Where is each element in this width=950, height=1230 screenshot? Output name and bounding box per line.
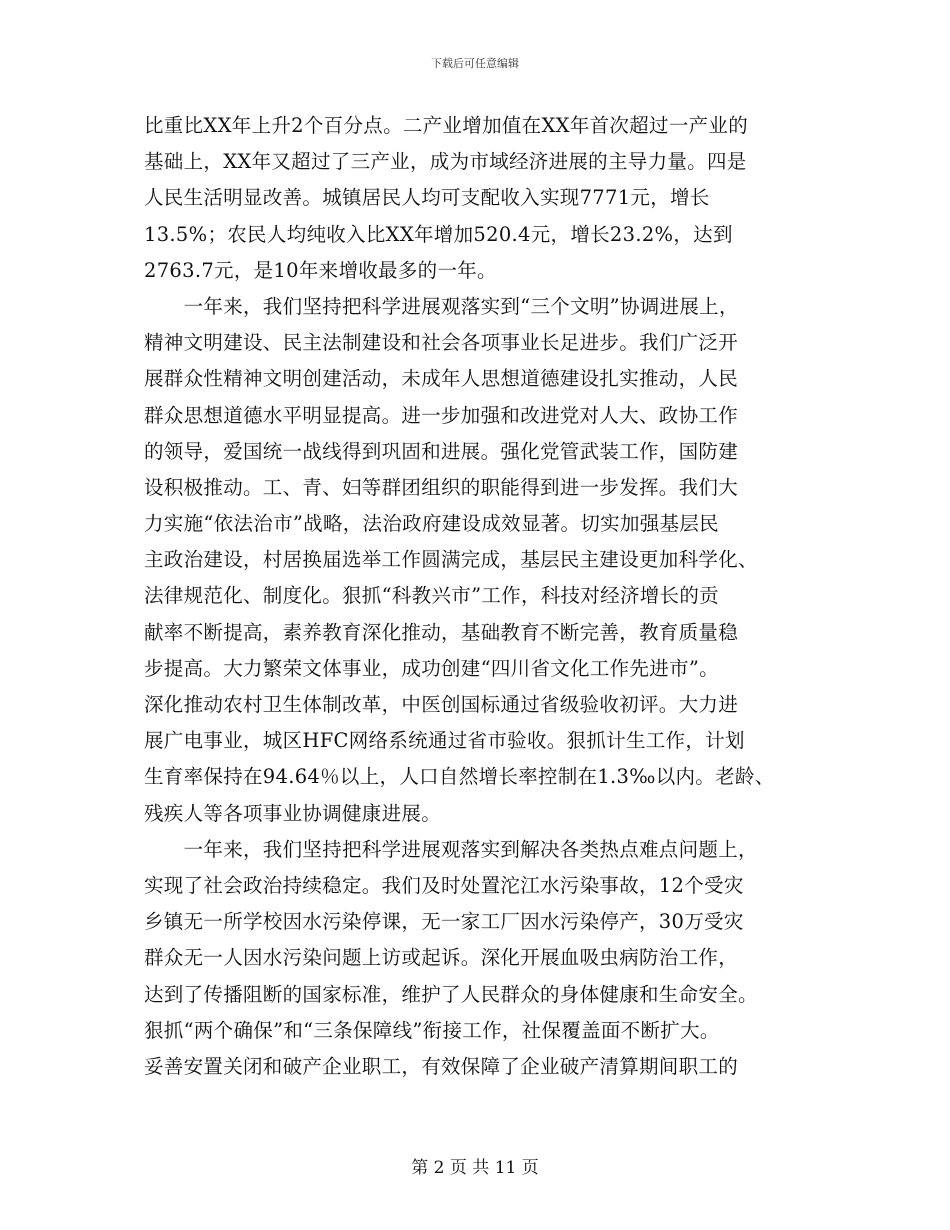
text-line: 献率不断提高，素养教育深化推动，基础教育不断完善，教育质量稳 [144,620,739,644]
page-number: 第 2 页 共 11 页 [411,1158,539,1178]
text-line: 2763.7元，是10年来增收最多的一年。 [144,258,497,282]
text-line: 生育率保持在94.64％以上，人口自然增长率控制在1.3‰以内。老龄、 [144,765,775,789]
text-line: 乡镇无一所学校因水污染停课，无一家工厂因水污染停产，30万受灾 [144,910,744,934]
text-line: 力实施“依法治市”战略，法治政府建设成效显著。切实加强基层民 [144,512,719,536]
text-line: 基础上，XX年又超过了三产业，成为市域经济进展的主导力量。四是 [144,150,747,174]
text-line: 一年来，我们坚持把科学进展观落实到“三个文明”协调进展上， [144,294,739,318]
text-line: 精神文明建设、民主法制建设和社会各项事业长足进步。我们广泛开 [144,331,739,355]
text-line: 残疾人等各项事业协调健康进展。 [144,801,442,825]
text-line: 一年来，我们坚持把科学进展观落实到解决各类热点难点问题上， [144,837,758,861]
text-line: 群众无一人因水污染问题上访或起诉。深化开展血吸虫病防治工作， [144,946,739,970]
page-header: 下载后可任意编辑 [431,57,519,70]
text-line: 达到了传播阻断的国家标准，维护了人民群众的身体健康和生命安全。 [144,982,758,1006]
text-line: 比重比XX年上升2个百分点。二产业增加值在XX年首次超过一产业的 [144,114,749,137]
text-line: 实现了社会政治持续稳定。我们及时处置沱江水污染事故，12个受灾 [144,873,744,897]
document-body [144,108,814,1085]
text-line: 人民生活明显改善。城镇居民人均可支配收入实现7771元，增长 [144,186,710,210]
text-line: 设积极推动。工、青、妇等群团组织的职能得到进一步发挥。我们大 [144,475,739,499]
text-line: 主政治建设，村居换届选举工作圆满完成，基层民主建设更加科学化、 [144,548,758,572]
text-line: 的领导，爱国统一战线得到巩固和进展。强化党管武装工作，国防建 [144,439,739,463]
text-line: 展群众性精神文明创建活动，未成年人思想道德建设扎实推动，人民 [144,367,739,391]
text-line: 13.5%；农民人均纯收入比XX年增加520.4元，增长23.2%，达到 [144,222,733,246]
text-line: 群众思想道德水平明显提高。进一步加强和改进党对人大、政协工作 [144,403,739,427]
text-line: 妥善安置关闭和破产企业职工，有效保障了企业破产清算期间职工的 [144,1054,739,1078]
text-line: 展广电事业，城区HFC网络系统通过省市验收。狠抓计生工作，计划 [144,729,745,753]
text-line: 狠抓“两个确保”和“三条保障线”衔接工作，社保覆盖面不断扩大。 [144,1018,720,1042]
text-line: 法律规范化、制度化。狠抓“科教兴市”工作，科技对经济增长的贡 [144,584,719,608]
text-line: 深化推动农村卫生体制改革，中医创国标通过省级验收初评。大力进 [144,693,739,716]
text-line: 步提高。大力繁荣文体事业，成功创建“四川省文化工作先进市”。 [144,656,719,680]
